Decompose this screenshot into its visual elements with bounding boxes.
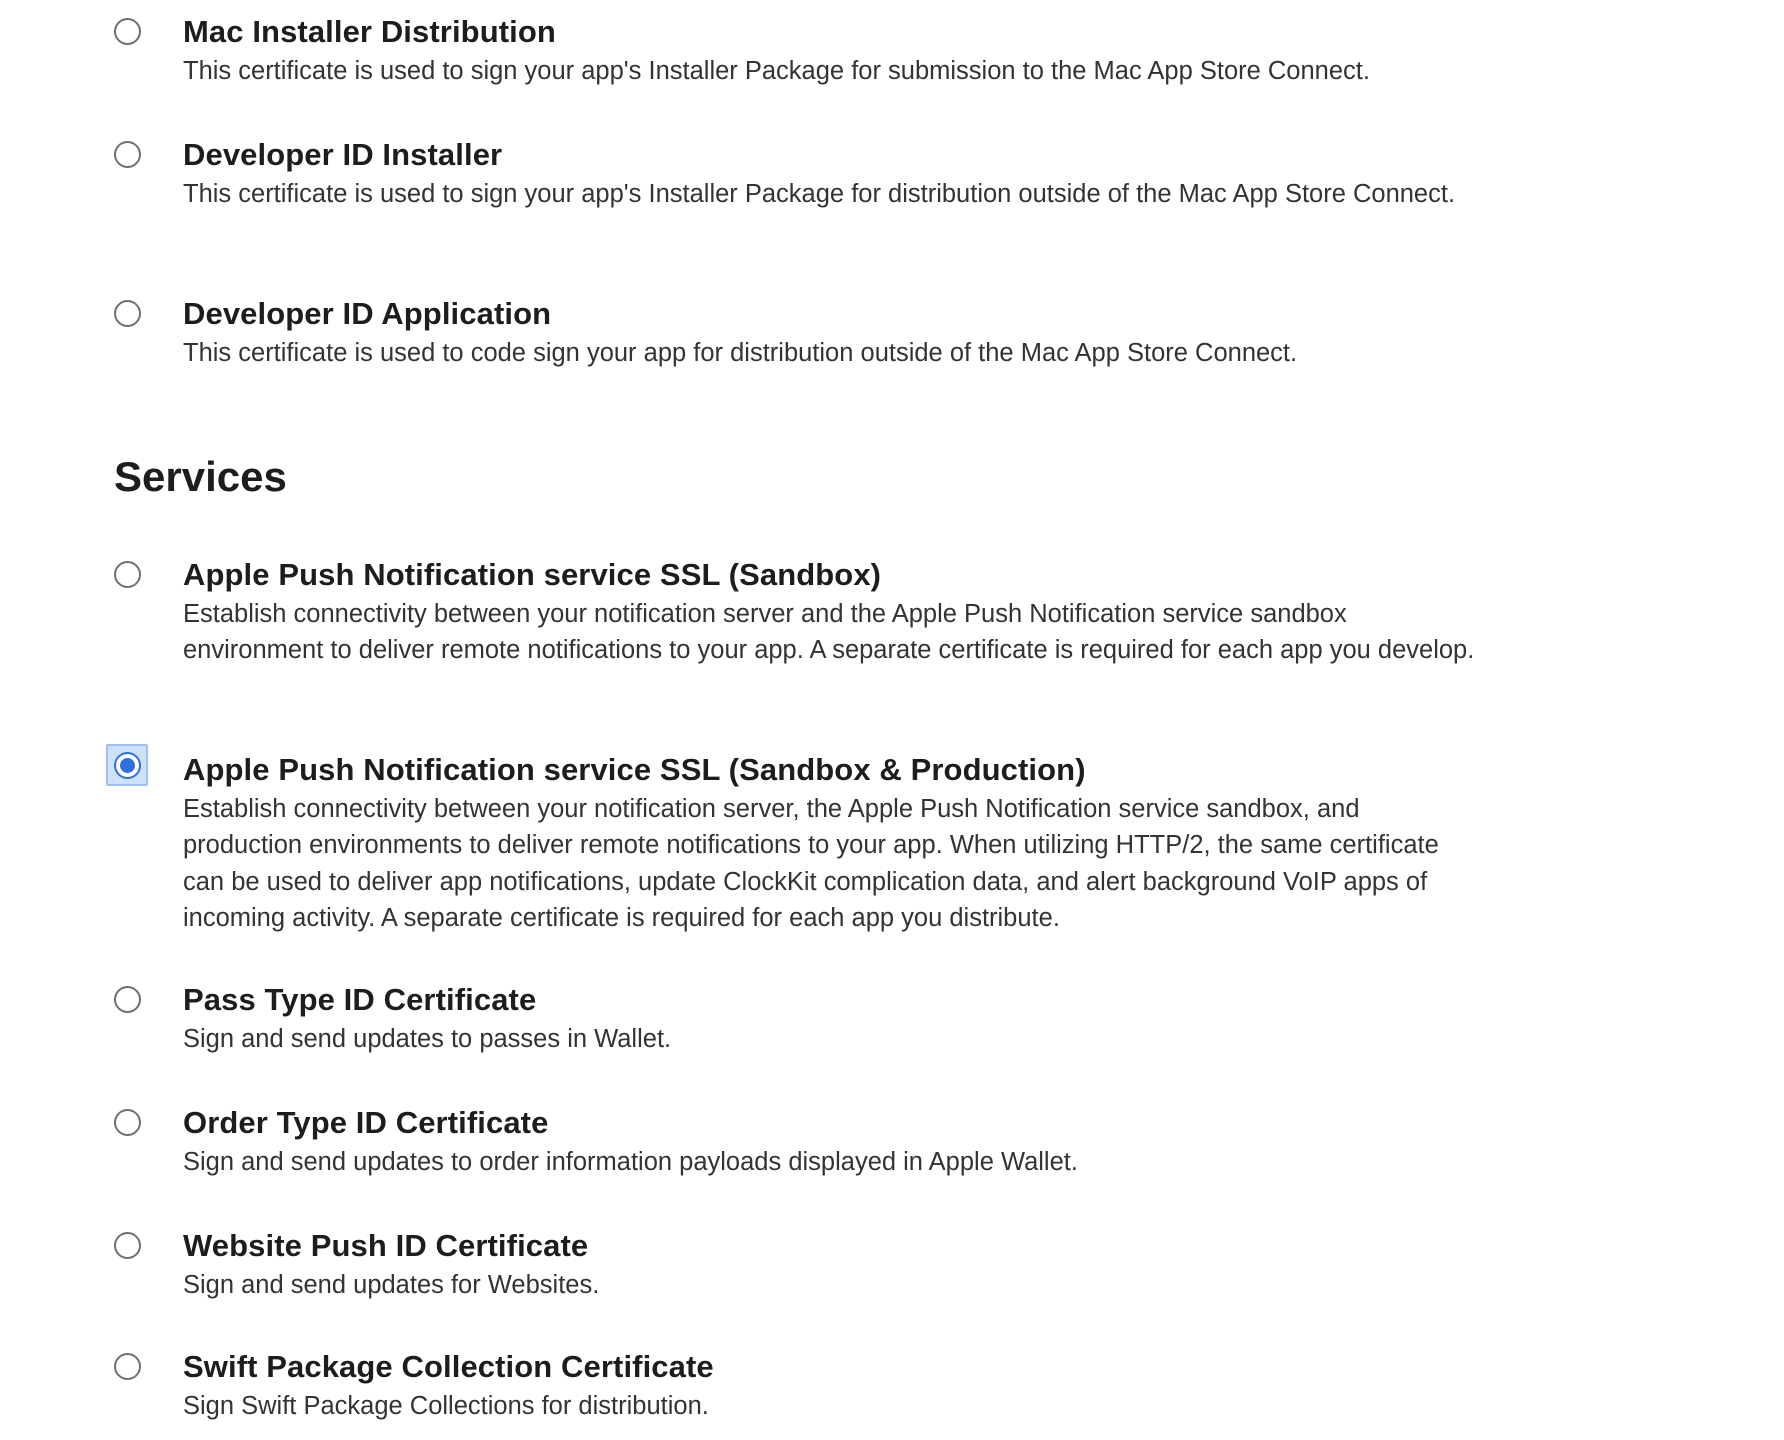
option-description: Sign Swift Package Collections for distribution.	[183, 1392, 709, 1420]
radio-website-push-id[interactable]	[106, 1224, 148, 1266]
option-title: Apple Push Notification service SSL (Sandbox)	[183, 557, 882, 592]
option-description: This certificate is used to code sign your app for distribution outside of the Mac App Store Connect.	[183, 339, 1298, 367]
radio-circle-icon	[114, 986, 141, 1013]
option-description: This certificate is used to sign your app's Installer Package for submission to the Mac App Store Connect.	[183, 57, 1370, 85]
option-title: Order Type ID Certificate	[183, 1105, 549, 1140]
radio-mac-installer-distribution[interactable]	[106, 10, 148, 52]
option-title: Developer ID Application	[183, 296, 552, 331]
radio-circle-icon	[114, 1109, 141, 1136]
option-title: Developer ID Installer	[183, 137, 503, 172]
radio-circle-icon	[114, 300, 141, 327]
radio-developer-id-application[interactable]	[106, 292, 148, 334]
radio-developer-id-installer[interactable]	[106, 133, 148, 175]
radio-circle-icon	[114, 1353, 141, 1380]
radio-apns-sandbox[interactable]	[106, 553, 148, 595]
option-description: Establish connectivity between your notification server and the Apple Push Notification service sandbox environment to deliver remote notifications to your app. A separate certificate is required for each app you develop.	[183, 600, 1475, 665]
option-description: Establish connectivity between your notification server, the Apple Push Notification service sandbox, and production environments to deliver remote notifications to your app. When utilizing HTTP/2, the same certificate can be used to deliver app notifications, update ClockKit complication data, and alert background VoIP apps of incoming activity. A separate certificate is required for each app you distribute.	[183, 795, 1439, 932]
radio-circle-icon	[114, 18, 141, 45]
option-description: This certificate is used to sign your app's Installer Package for distribution outside of the Mac App Store Connect.	[183, 180, 1456, 208]
radio-order-type-id[interactable]	[106, 1101, 148, 1143]
option-title: Pass Type ID Certificate	[183, 982, 537, 1017]
radio-apns-sandbox-production[interactable]	[106, 744, 148, 786]
radio-circle-icon	[114, 141, 141, 168]
option-title: Website Push ID Certificate	[183, 1228, 589, 1263]
option-description: Sign and send updates to order information payloads displayed in Apple Wallet.	[183, 1148, 1078, 1176]
radio-circle-icon	[114, 561, 141, 588]
radio-selected-icon	[114, 752, 141, 779]
option-description: Sign and send updates for Websites.	[183, 1271, 600, 1299]
radio-swift-package-collection[interactable]	[106, 1345, 148, 1387]
option-title: Swift Package Collection Certificate	[183, 1349, 714, 1384]
services-section-heading: Services	[114, 453, 287, 500]
radio-circle-icon	[114, 1232, 141, 1259]
option-description: Sign and send updates to passes in Wallet.	[183, 1025, 672, 1053]
option-title: Apple Push Notification service SSL (Sandbox & Production)	[183, 752, 1086, 787]
option-title: Mac Installer Distribution	[183, 14, 556, 49]
radio-pass-type-id[interactable]	[106, 978, 148, 1020]
radio-dot-icon	[120, 758, 135, 773]
